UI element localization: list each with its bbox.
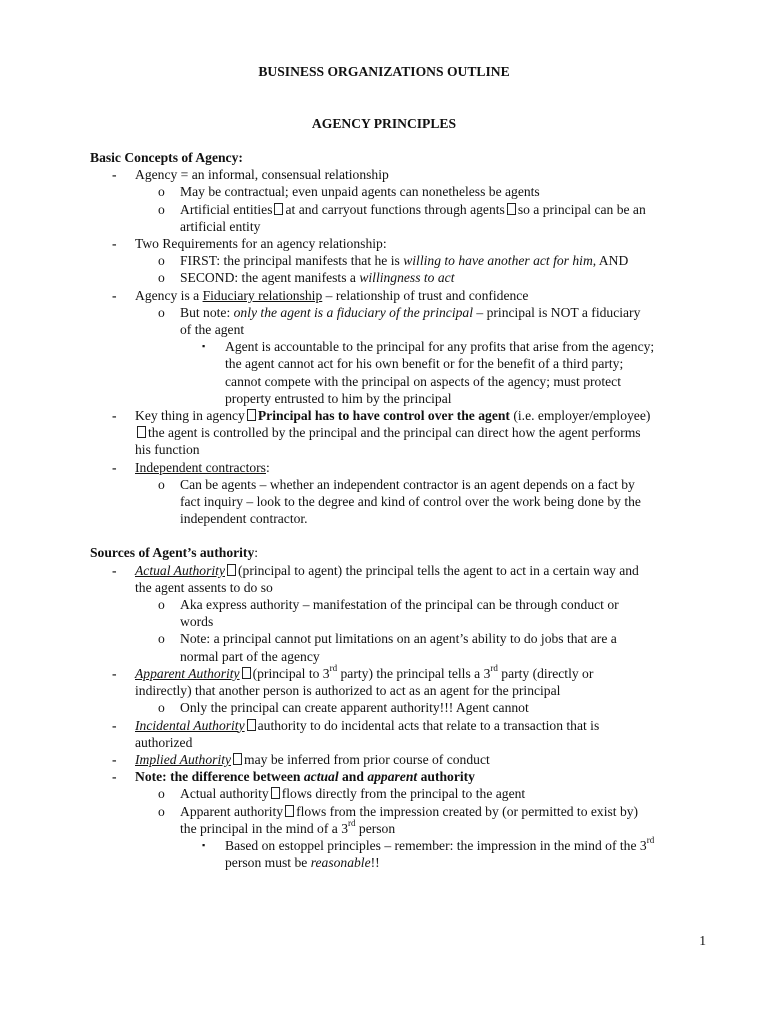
list-item: ▪ Based on estoppel principles – remember: the impression in the mind of the 3rd bbox=[202, 835, 655, 853]
document-title: BUSINESS ORGANIZATIONS OUTLINE bbox=[258, 64, 510, 79]
circle-bullet: o bbox=[158, 803, 165, 819]
list-item: - Incidental Authority authority to do incidental acts that relate to a transaction that is bbox=[112, 717, 600, 733]
list-item: o Actual authority flows directly from the principal to the agent bbox=[158, 786, 526, 802]
circle-bullet: o bbox=[158, 786, 165, 802]
outline-body bbox=[90, 149, 700, 871]
list-item-continued: property entrusted to him by the principal bbox=[225, 390, 452, 406]
list-item: - Implied Authority may be inferred from prior course of conduct bbox=[112, 751, 490, 767]
list-item-continued: words bbox=[180, 614, 214, 630]
list-item: o But note: only the agent is a fiduciary of the principal – principal is NOT a fiduciary bbox=[158, 304, 641, 320]
list-item-continued: cannot compete with the principal on aspects of the agency; must protect bbox=[225, 373, 621, 389]
list-item-continued: fact inquiry – look to the degree and kind of control over the work being done by the bbox=[180, 494, 641, 510]
list-item: o Aka express authority – manifestation of the principal can be through conduct or bbox=[158, 597, 619, 613]
list-item-continued: the agent cannot act for his own benefit or for the benefit of a third party; bbox=[225, 356, 624, 372]
list-item-continued: person must be reasonable!! bbox=[225, 855, 380, 871]
list-item: - Key thing in agency Principal has to have control over the agent (i.e. employer/employee) bbox=[112, 408, 651, 424]
dash-bullet: - bbox=[112, 562, 117, 578]
list-item-continued: the agent assents to do so bbox=[135, 579, 273, 595]
list-item-continued: artificial entity bbox=[180, 218, 261, 234]
list-item: o Can be agents – whether an independent contractor is an agent depends on a fact by bbox=[158, 476, 635, 492]
section-title: AGENCY PRINCIPLES bbox=[311, 116, 457, 131]
list-item-continued: of the agent bbox=[180, 322, 245, 338]
list-item: - Actual Authority (principal to agent) the principal tells the agent to act in a certain way and bbox=[112, 562, 639, 578]
circle-bullet: o bbox=[158, 270, 165, 286]
list-item-continued: the principal in the mind of a 3rd person bbox=[180, 818, 396, 836]
dash-bullet: - bbox=[112, 459, 117, 475]
arrow-placeholder-icon bbox=[285, 805, 294, 817]
square-bullet: ▪ bbox=[202, 839, 206, 850]
circle-bullet: o bbox=[158, 201, 165, 217]
circle-bullet: o bbox=[158, 184, 165, 200]
heading-basic-concepts: Basic Concepts of Agency: bbox=[90, 150, 243, 165]
circle-bullet: o bbox=[158, 304, 165, 320]
list-item: o Only the principal can create apparent authority!!! Agent cannot bbox=[158, 700, 529, 716]
arrow-placeholder-icon bbox=[247, 719, 256, 731]
arrow-placeholder-icon bbox=[137, 426, 146, 438]
arrow-placeholder-icon bbox=[247, 409, 256, 421]
list-item: ▪ Agent is accountable to the principal for any profits that arise from the agency; bbox=[202, 339, 655, 355]
arrow-placeholder-icon bbox=[507, 203, 516, 215]
circle-bullet: o bbox=[158, 700, 165, 716]
list-item-continued: authorized bbox=[135, 734, 193, 750]
list-item-continued: the agent is controlled by the principal and the principal can direct how the agent performs bbox=[90, 424, 700, 441]
arrow-placeholder-icon bbox=[271, 787, 280, 799]
list-item: - Note: the difference between actual and apparent authority bbox=[112, 769, 475, 785]
circle-bullet: o bbox=[158, 631, 165, 647]
list-item: o Note: a principal cannot put limitations on an agent’s ability to do jobs that are a bbox=[158, 631, 617, 647]
list-item-continued: independent contractor. bbox=[180, 511, 308, 527]
dash-bullet: - bbox=[112, 769, 117, 785]
dash-bullet: - bbox=[112, 717, 117, 733]
arrow-placeholder-icon bbox=[274, 203, 283, 215]
dash-bullet: - bbox=[112, 408, 117, 424]
dash-bullet: - bbox=[112, 751, 117, 767]
list-item-continued: his function bbox=[135, 442, 200, 458]
list-item: o Apparent authority flows from the impression created by (or permitted to exist by) bbox=[158, 803, 639, 819]
list-item: o May be contractual; even unpaid agents can nonetheless be agents bbox=[158, 184, 540, 200]
list-item: - Two Requirements for an agency relationship: bbox=[112, 236, 387, 252]
arrow-placeholder-icon bbox=[242, 667, 251, 679]
dash-bullet: - bbox=[112, 665, 117, 681]
list-item: - Independent contractors: bbox=[112, 459, 270, 475]
list-item: - Agency is a Fiduciary relationship – relationship of trust and confidence bbox=[112, 287, 529, 303]
heading-sources-of-authority: Sources of Agent’s authority: bbox=[90, 545, 259, 561]
dash-bullet: - bbox=[112, 167, 117, 183]
list-item-continued: normal part of the agency bbox=[180, 648, 320, 664]
circle-bullet: o bbox=[158, 253, 165, 269]
square-bullet: ▪ bbox=[202, 341, 206, 352]
dash-bullet: - bbox=[112, 236, 117, 252]
list-item: - Agency = an informal, consensual relationship bbox=[112, 167, 389, 183]
dash-bullet: - bbox=[112, 287, 117, 303]
list-item-continued: indirectly) that another person is authorized to act as an agent for the principal bbox=[135, 683, 561, 699]
list-item: o FIRST: the principal manifests that he is willing to have another act for him, AND bbox=[158, 253, 629, 269]
arrow-placeholder-icon bbox=[227, 564, 236, 576]
page-number: 1 bbox=[699, 933, 706, 948]
list-item: o Artificial entities at and carryout functions through agents so a principal can be an bbox=[158, 201, 646, 217]
list-item: o SECOND: the agent manifests a willingness to act bbox=[158, 270, 455, 286]
circle-bullet: o bbox=[158, 476, 165, 492]
list-item: - Apparent Authority (principal to 3rd party) the principal tells a 3rd party (directly or bbox=[112, 663, 594, 681]
arrow-placeholder-icon bbox=[233, 753, 242, 765]
circle-bullet: o bbox=[158, 597, 165, 613]
